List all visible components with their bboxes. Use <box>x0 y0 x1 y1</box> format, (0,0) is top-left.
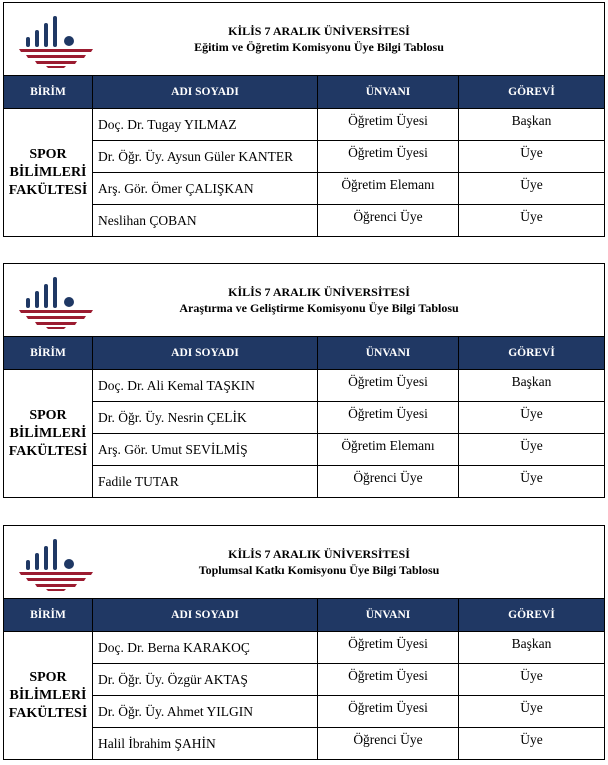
column-header-title: ÜNVANI <box>318 599 459 632</box>
column-header-unit: BİRİM <box>4 76 93 109</box>
column-header-row <box>4 599 605 632</box>
unit-line: SPOR <box>29 669 67 685</box>
member-role: Üye <box>459 728 605 760</box>
member-role: Üye <box>459 402 605 434</box>
column-header-unit: BİRİM <box>4 599 93 632</box>
table-row <box>4 466 605 498</box>
table-header-cell <box>4 264 605 337</box>
committee-title: Toplumsal Katkı Komisyonu Üye Bilgi Tablosu <box>198 563 440 577</box>
committee-title: Eğitim ve Öğretim Komisyonu Üye Bilgi Tablosu <box>194 40 444 54</box>
table-row <box>4 109 605 141</box>
member-name: Neslihan ÇOBAN <box>93 205 318 237</box>
table-header-row <box>4 3 605 76</box>
column-header-role: GÖREVİ <box>459 337 605 370</box>
unit-line: SPOR <box>29 146 67 162</box>
column-header-title: ÜNVANI <box>318 337 459 370</box>
member-role: Üye <box>459 434 605 466</box>
member-name: Arş. Gör. Ömer ÇALIŞKAN <box>93 173 318 205</box>
member-title: Öğrenci Üye <box>318 205 459 237</box>
column-header-name: ADI SOYADI <box>93 337 318 370</box>
unit-line: FAKÜLTESİ <box>8 705 88 721</box>
member-name: Dr. Öğr. Üy. Özgür AKTAŞ <box>93 664 318 696</box>
member-role: Üye <box>459 466 605 498</box>
table-row <box>4 205 605 237</box>
member-title: Öğretim Üyesi <box>318 141 459 173</box>
member-title: Öğretim Üyesi <box>318 370 459 402</box>
member-name: Doç. Dr. Ali Kemal TAŞKIN <box>93 370 318 402</box>
column-header-row <box>4 337 605 370</box>
table-row <box>4 402 605 434</box>
member-title: Öğretim Üyesi <box>318 696 459 728</box>
table-row <box>4 173 605 205</box>
committee-table-block <box>3 525 604 760</box>
member-name: Dr. Öğr. Üy. Nesrin ÇELİK <box>93 402 318 434</box>
member-role: Üye <box>459 173 605 205</box>
committee-table <box>3 263 605 498</box>
member-role: Başkan <box>459 632 605 664</box>
member-title: Öğretim Üyesi <box>318 109 459 141</box>
member-name: Doç. Dr. Berna KARAKOÇ <box>93 632 318 664</box>
member-role: Üye <box>459 664 605 696</box>
member-title: Öğretim Elemanı <box>318 173 459 205</box>
column-header-name: ADI SOYADI <box>93 76 318 109</box>
table-row <box>4 728 605 760</box>
member-title: Öğrenci Üye <box>318 466 459 498</box>
table-row <box>4 141 605 173</box>
unit-line: BİLİMLERİ <box>9 164 87 180</box>
table-row <box>4 632 605 664</box>
member-name: Dr. Öğr. Üy. Aysun Güler KANTER <box>93 141 318 173</box>
column-header-row <box>4 76 605 109</box>
university-name: KİLİS 7 ARALIK ÜNİVERSİTESİ <box>228 285 410 299</box>
university-name: KİLİS 7 ARALIK ÜNİVERSİTESİ <box>228 547 410 561</box>
member-role: Üye <box>459 205 605 237</box>
table-row <box>4 370 605 402</box>
column-header-name: ADI SOYADI <box>93 599 318 632</box>
unit-cell <box>4 109 93 237</box>
member-title: Öğretim Üyesi <box>318 664 459 696</box>
member-name: Arş. Gör. Umut SEVİLMİŞ <box>93 434 318 466</box>
member-title: Öğretim Üyesi <box>318 402 459 434</box>
member-name: Halil İbrahim ŞAHİN <box>93 728 318 760</box>
unit-line: FAKÜLTESİ <box>8 443 88 459</box>
member-name: Doç. Dr. Tugay YILMAZ <box>93 109 318 141</box>
unit-cell <box>4 632 93 760</box>
table-header-row <box>4 264 605 337</box>
member-name: Fadile TUTAR <box>93 466 318 498</box>
member-title: Öğretim Elemanı <box>318 434 459 466</box>
university-logo <box>17 274 95 330</box>
table-row <box>4 696 605 728</box>
unit-cell <box>4 370 93 498</box>
university-name: KİLİS 7 ARALIK ÜNİVERSİTESİ <box>228 24 410 38</box>
committee-table <box>3 525 605 760</box>
committee-title: Araştırma ve Geliştirme Komisyonu Üye Bilgi Tablosu <box>179 301 459 315</box>
member-role: Başkan <box>459 109 605 141</box>
member-name: Dr. Öğr. Üy. Ahmet YILGIN <box>93 696 318 728</box>
column-header-role: GÖREVİ <box>459 76 605 109</box>
column-header-title: ÜNVANI <box>318 76 459 109</box>
table-header-cell <box>4 3 605 76</box>
table-row <box>4 664 605 696</box>
member-role: Başkan <box>459 370 605 402</box>
unit-line: BİLİMLERİ <box>9 687 87 703</box>
university-logo <box>17 13 95 69</box>
table-header-row <box>4 526 605 599</box>
member-role: Üye <box>459 696 605 728</box>
column-header-role: GÖREVİ <box>459 599 605 632</box>
unit-line: BİLİMLERİ <box>9 425 87 441</box>
committee-table-block <box>3 2 604 237</box>
table-row <box>4 434 605 466</box>
member-title: Öğrenci Üye <box>318 728 459 760</box>
column-header-unit: BİRİM <box>4 337 93 370</box>
member-role: Üye <box>459 141 605 173</box>
member-title: Öğretim Üyesi <box>318 632 459 664</box>
unit-line: SPOR <box>29 407 67 423</box>
committee-table <box>3 2 605 237</box>
committee-table-block <box>3 263 604 498</box>
university-logo <box>17 536 95 592</box>
table-header-cell <box>4 526 605 599</box>
unit-line: FAKÜLTESİ <box>8 182 88 198</box>
